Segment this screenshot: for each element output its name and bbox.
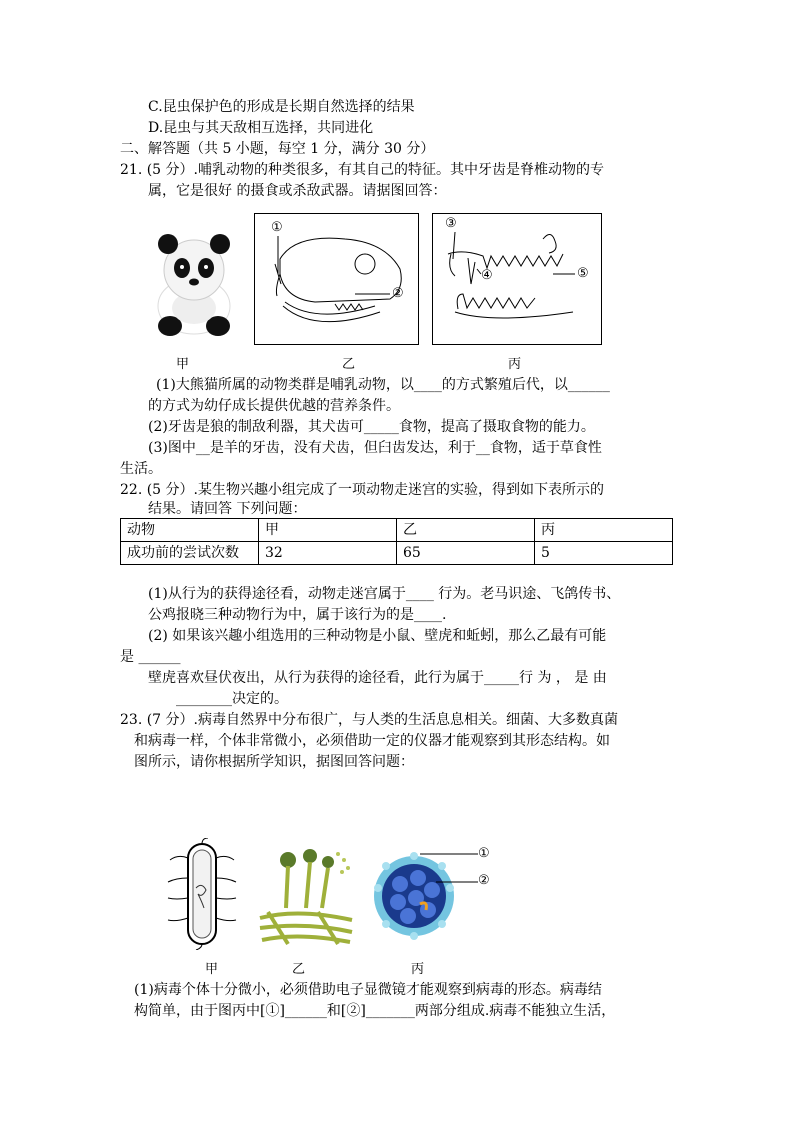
q21-stem-1: 21. (5 分）.哺乳动物的种类很多，有其自己的特征。其中牙齿是脊椎动物的专	[120, 162, 604, 178]
q23-stem-2: 和病毒一样，个体非常微小，必须借助一定的仪器才能观察到其形态结构。如	[134, 733, 610, 749]
q21-part1-a: (1)大熊猫所属的动物类群是哺乳动物，以____的方式繁殖后代，以______	[156, 377, 610, 393]
marker-3: ③	[445, 216, 457, 231]
table-cell: 32	[259, 542, 397, 565]
q22-part1-b: 公鸡报晓三种动物行为中，属于该行为的是____.	[148, 607, 447, 623]
virus-marker-1: ①	[478, 846, 490, 861]
skull-diagram-yi	[254, 213, 419, 345]
q23-part1-a: (1)病毒个体十分微小，必须借助电子显微镜才能观察到病毒的形态。病毒结	[134, 982, 602, 998]
caption2-jia: 甲	[205, 962, 219, 977]
section-heading: 二、解答题（共 5 小题，每空 1 分，满分 30 分）	[120, 141, 435, 157]
q23-stem-3: 图所示，请你根据所学知识，据图回答问题：	[134, 754, 414, 770]
option-d: D.昆虫与其天敌相互选择，共同进化	[148, 120, 374, 136]
q21-part1-b: 的方式为幼仔成长提供优越的营养条件。	[148, 398, 400, 414]
table-header-cell: 丙	[535, 519, 673, 542]
q22-part1-a: (1)从行为的获得途径看，动物走迷宫属于____ 行为。老马识途、飞鸽传书、	[148, 586, 621, 602]
q22-stem-1: 22. (5 分）.某生物兴趣小组完成了一项动物走迷宫的实验，得到如下表所示的	[120, 482, 604, 498]
q23-stem-1: 23. (7 分）.病毒自然界中分布很广，与人类的生活息息相关。细菌、大多数真菌	[120, 712, 618, 728]
maze-table	[120, 518, 673, 565]
marker-4: ④	[481, 268, 493, 283]
q21-stem-2: 属，它是很好 的摄食或杀敌武器。请据图回答：	[148, 183, 447, 199]
q22-part3-a: 壁虎喜欢昼伏夜出，从行为获得的途径看，此行为属于_____行 为 ， 是 由	[148, 670, 607, 686]
table-cell: 65	[397, 542, 535, 565]
table-cell: 5	[535, 542, 673, 565]
table-header-cell: 动物	[121, 519, 259, 542]
caption2-bing: 丙	[411, 962, 425, 977]
q21-part3-b: 生活。	[120, 461, 162, 477]
table-header-row	[121, 519, 673, 542]
panda-image	[148, 228, 240, 336]
option-c: C.昆虫保护色的形成是长期自然选择的结果	[148, 99, 415, 115]
caption-jia: 甲	[176, 357, 190, 372]
marker-1: ①	[271, 220, 283, 235]
fungus-image	[258, 848, 354, 946]
virus-marker-2: ②	[478, 873, 490, 888]
caption2-yi: 乙	[292, 962, 306, 977]
q21-part3-a: (3)图中__是羊的牙齿，没有犬齿，但臼齿发达，利于__食物，适于草食性	[148, 440, 602, 456]
q23-part1-b: 构简单，由于图丙中[①]______和[②]_______两部分组成.病毒不能独立生活，	[134, 1003, 616, 1019]
jaw-diagram-bing	[432, 213, 602, 345]
table-header-cell: 甲	[259, 519, 397, 542]
q21-part2: (2)牙齿是狼的制敌利器，其犬齿可_____食物，提高了摄取食物的能力。	[148, 419, 595, 435]
bacterium-image	[162, 838, 242, 950]
q22-stem-2: 结果。请回答 下列问题：	[148, 501, 307, 517]
virus-leader-lines	[420, 850, 480, 890]
table-header-cell: 乙	[397, 519, 535, 542]
q22-part2-b: 是 ______	[120, 649, 181, 665]
table-row	[121, 542, 673, 565]
marker-5: ⑤	[577, 266, 589, 281]
q22-part3-b: ________决定的。	[176, 691, 288, 707]
caption-yi: 乙	[342, 357, 356, 372]
marker-2: ②	[392, 286, 404, 301]
table-row-label: 成功前的尝试次数	[121, 542, 259, 565]
q22-part2-a: (2) 如果该兴趣小组选用的三种动物是小鼠、壁虎和蚯蚓，那么乙最有可能	[148, 628, 607, 644]
caption-bing: 丙	[508, 357, 522, 372]
